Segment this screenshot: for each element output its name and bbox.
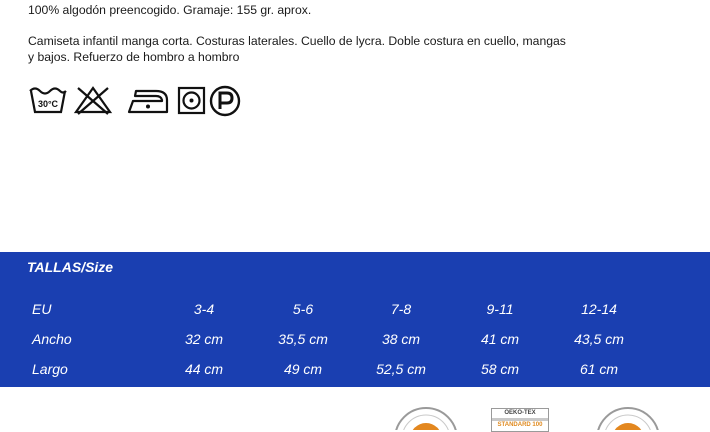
tumble-dry-icon	[176, 84, 208, 116]
composition-text: 100% algodón preencogido. Gramaje: 155 gr. aprox.	[28, 3, 312, 17]
table-row	[0, 331, 710, 349]
table-cell: 9-11	[486, 301, 514, 317]
table-cell: 35,5 cm	[278, 331, 328, 347]
size-table	[0, 252, 710, 387]
table-cell: 7-8	[390, 301, 412, 317]
table-cell: 12-14	[581, 301, 617, 317]
table-cell: 3-4	[193, 301, 215, 317]
table-cell: 49 cm	[283, 361, 323, 377]
oeko-tex-label	[491, 408, 549, 432]
no-bleach-icon	[73, 84, 113, 116]
table-cell: 44 cm	[184, 361, 224, 377]
row-label: Ancho	[32, 331, 72, 347]
dry-clean-p-icon	[208, 84, 242, 118]
row-label: EU	[32, 301, 52, 317]
system-certification-badge-right	[594, 405, 662, 430]
size-table-title: TALLAS/Size	[27, 259, 114, 275]
wash-temperature-label: 30°C	[37, 99, 59, 109]
oeko-tex-subtitle-bar	[492, 418, 548, 421]
description-text: Camiseta infantil manga corta. Costuras laterales. Cuello de lycra. Doble costura en cuello, mangas y bajos. Refuerzo de hombro a hombro	[28, 34, 566, 64]
table-cell: 43,5 cm	[574, 331, 624, 347]
table-cell: 41 cm	[480, 331, 520, 347]
system-certification-badge-left	[392, 405, 460, 430]
oeko-tex-title: OEKO-TEX	[504, 410, 536, 416]
table-row	[0, 301, 710, 319]
table-cell: 52,5 cm	[376, 361, 426, 377]
oeko-tex-standard: STANDARD 100	[497, 422, 543, 428]
table-cell: 38 cm	[381, 331, 421, 347]
table-row	[0, 361, 710, 379]
table-cell: 5-6	[292, 301, 314, 317]
table-cell: 32 cm	[184, 331, 224, 347]
wash-30-icon	[28, 84, 68, 116]
row-label: Largo	[32, 361, 68, 377]
table-cell: 61 cm	[579, 361, 619, 377]
iron-low-icon	[123, 84, 169, 116]
table-cell: 58 cm	[480, 361, 520, 377]
